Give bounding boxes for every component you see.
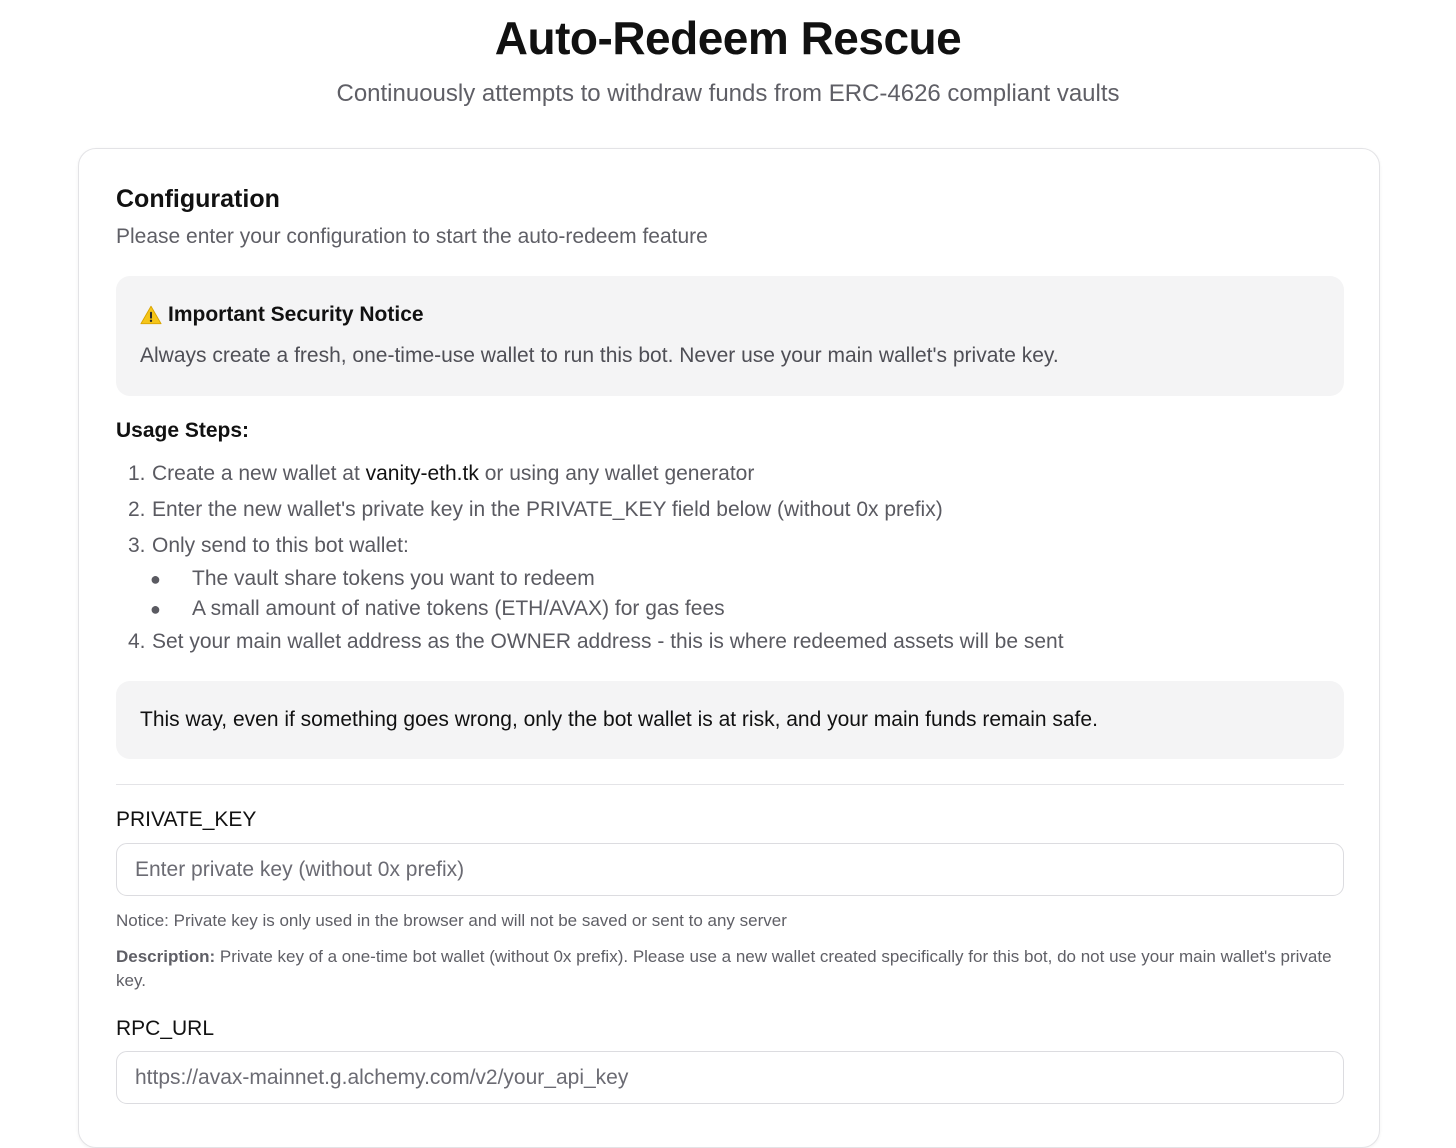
safety-tip: This way, even if something goes wrong, only the bot wallet is at risk, and your main funds remain safe. xyxy=(116,681,1344,759)
rpc-url-label: RPC_URL xyxy=(116,1017,215,1040)
page-title: Auto-Redeem Rescue xyxy=(494,12,962,64)
bullet-icon: ● xyxy=(150,569,161,589)
usage-step-3-bullet xyxy=(128,594,1328,624)
page-subtitle: Continuously attempts to withdraw funds from ERC-4626 compliant vaults xyxy=(336,80,1120,107)
vanity-eth-link[interactable]: vanity-eth.tk xyxy=(365,462,479,485)
step-text: Only send to this bot wallet: xyxy=(152,534,409,557)
step-number: 2. xyxy=(128,498,146,521)
private-key-label: PRIVATE_KEY xyxy=(116,808,257,831)
security-notice-text: Always create a fresh, one-time-use wallet to run this bot. Never use your main wallet's private key. xyxy=(140,344,1059,367)
warning-icon xyxy=(140,304,162,326)
configuration-card xyxy=(78,148,1380,1148)
usage-step-4 xyxy=(128,624,1328,660)
usage-step-3-bullet xyxy=(128,564,1328,594)
step-text: Create a new wallet at xyxy=(152,462,360,485)
step-number: 3. xyxy=(128,534,146,557)
bullet-text: A small amount of native tokens (ETH/AVAX) for gas fees xyxy=(192,597,725,620)
rpc-url-input[interactable] xyxy=(116,1051,1344,1104)
usage-step-2 xyxy=(128,492,1328,528)
usage-steps-list xyxy=(128,456,1328,660)
step-number: 1. xyxy=(128,462,146,485)
bullet-text: The vault share tokens you want to redeem xyxy=(192,567,595,590)
bullet-icon: ● xyxy=(150,599,161,619)
private-key-notice: Notice: Private key is only used in the browser and will not be saved or sent to any server xyxy=(116,911,787,930)
step-text: or using any wallet generator xyxy=(484,462,755,485)
usage-step-3 xyxy=(128,528,1328,564)
private-key-description xyxy=(116,945,1344,993)
security-notice xyxy=(116,276,1344,396)
usage-steps-title: Usage Steps: xyxy=(116,419,250,442)
description-label: Description: xyxy=(116,947,216,966)
private-key-input[interactable] xyxy=(116,843,1344,896)
section-divider xyxy=(116,784,1344,785)
security-notice-title: Important Security Notice xyxy=(168,303,424,326)
configuration-description: Please enter your configuration to start the auto-redeem feature xyxy=(116,225,708,248)
description-text: Private key of a one-time bot wallet (without 0x prefix). Please use a new wallet created specifically for this bot, do not use your main wallet's private key. xyxy=(116,947,1332,990)
security-notice-heading xyxy=(140,300,1320,330)
step-text: Enter the new wallet's private key in the PRIVATE_KEY field below (without 0x prefix) xyxy=(152,498,943,521)
step-text: Set your main wallet address as the OWNER address - this is where redeemed assets will be sent xyxy=(152,630,1064,653)
usage-step-1 xyxy=(128,456,1328,492)
configuration-title: Configuration xyxy=(116,185,280,213)
step-number: 4. xyxy=(128,630,146,653)
